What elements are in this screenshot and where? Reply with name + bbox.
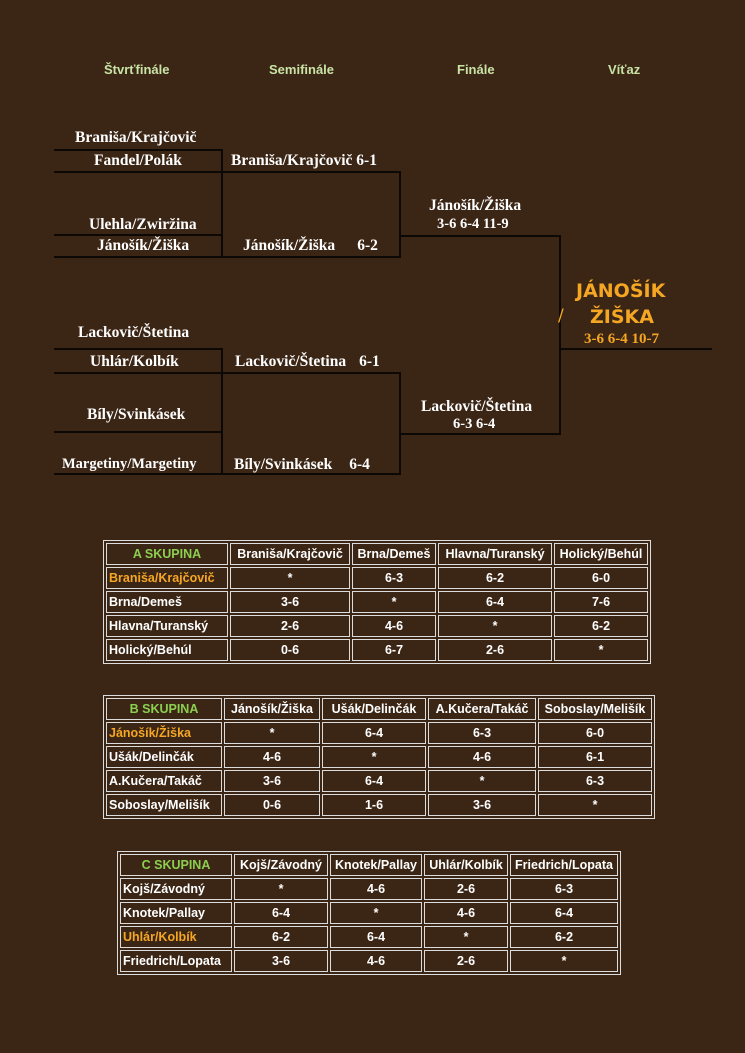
score-cell: 2-6 [424, 878, 508, 900]
header-semifinal: Semifinále [269, 62, 335, 77]
qf-team-6: Uhlár/Kolbík [90, 353, 179, 370]
score-cell: 6-1 [538, 746, 652, 768]
final-team-1: Jánošík/Žiška [429, 197, 522, 214]
score-cell: 4-6 [424, 902, 508, 924]
score-cell: 4-6 [352, 615, 436, 637]
score-cell: * [554, 639, 648, 661]
score-cell: 3-6 [428, 794, 536, 816]
score-cell: 6-0 [554, 567, 648, 589]
table-row [120, 854, 618, 876]
score-cell: 2-6 [230, 615, 350, 637]
score-cell: * [322, 746, 426, 768]
table-row [106, 722, 652, 744]
champion-line-1: JÁNOŠÍK [576, 280, 666, 302]
score-cell: 0-6 [230, 639, 350, 661]
table-row [120, 950, 618, 972]
score-cell: 0-6 [224, 794, 320, 816]
group-b-col-1: Jánošík/Žiška [224, 698, 320, 720]
score-cell: 6-2 [234, 926, 328, 948]
score-cell: 6-3 [428, 722, 536, 744]
final-score-1: 3-6 6-4 11-9 [437, 216, 509, 232]
table-row [120, 902, 618, 924]
table-row [106, 746, 652, 768]
table-row [106, 543, 648, 565]
champion-line-2: ŽIŠKA [590, 306, 654, 328]
sf-team-4: Bíly/Svinkásek 6-4 [234, 456, 370, 473]
group-b-table [103, 695, 655, 819]
qf-team-7: Bíly/Svinkásek [87, 406, 186, 423]
qf-team-5: Lackovič/Štetina [78, 324, 190, 341]
group-c-col-4: Friedrich/Lopata [510, 854, 618, 876]
sf-team-2: Jánošík/Žiška 6-2 [243, 237, 378, 254]
score-cell: 6-3 [352, 567, 436, 589]
score-cell: 6-2 [554, 615, 648, 637]
table-row [106, 794, 652, 816]
score-cell: 4-6 [428, 746, 536, 768]
score-cell: * [538, 794, 652, 816]
group-a-col-3: Hlavna/Turanský [438, 543, 552, 565]
group-c-col-1: Kojš/Závodný [234, 854, 328, 876]
score-cell: 2-6 [424, 950, 508, 972]
table-row [106, 615, 648, 637]
score-cell: 6-7 [352, 639, 436, 661]
score-cell: 3-6 [230, 591, 350, 613]
group-a-row-name: Holický/Behúl [106, 639, 228, 661]
group-a-row-name: Braniša/Krajčovič [106, 567, 228, 589]
group-c-row-name: Knotek/Pallay [120, 902, 232, 924]
qf-team-1: Braniša/Krajčovič [75, 129, 197, 146]
champion-score: 3-6 6-4 10-7 [584, 331, 659, 347]
score-cell: 7-6 [554, 591, 648, 613]
score-cell: 4-6 [330, 950, 422, 972]
score-cell: 6-4 [510, 902, 618, 924]
score-cell: 6-4 [330, 926, 422, 948]
table-row [120, 926, 618, 948]
score-cell: 6-4 [438, 591, 552, 613]
group-b-col-2: Ušák/Delinčák [322, 698, 426, 720]
score-cell: * [438, 615, 552, 637]
table-row [120, 878, 618, 900]
qf-team-2: Fandel/Polák [94, 152, 182, 169]
score-cell: * [352, 591, 436, 613]
score-cell: * [234, 878, 328, 900]
table-row [106, 591, 648, 613]
sf-team-3: Lackovič/Štetina 6-1 [235, 353, 380, 370]
group-b-row-name: Soboslay/Melišík [106, 794, 222, 816]
group-a-row-name: Brna/Demeš [106, 591, 228, 613]
group-c-title: C SKUPINA [120, 854, 232, 876]
group-b-row-name: Ušák/Delinčák [106, 746, 222, 768]
score-cell: * [224, 722, 320, 744]
score-cell: * [510, 950, 618, 972]
header-final: Finále [457, 62, 495, 77]
group-c-row-name: Kojš/Závodný [120, 878, 232, 900]
group-a-col-4: Holický/Behúl [554, 543, 648, 565]
score-cell: 6-3 [510, 878, 618, 900]
score-cell: * [428, 770, 536, 792]
group-b-col-4: Soboslay/Melišík [538, 698, 652, 720]
group-c-table [117, 851, 621, 975]
score-cell: 6-3 [538, 770, 652, 792]
score-cell: 6-2 [510, 926, 618, 948]
group-b-title: B SKUPINA [106, 698, 222, 720]
score-cell: 1-6 [322, 794, 426, 816]
group-a-col-2: Brna/Demeš [352, 543, 436, 565]
table-row [106, 770, 652, 792]
group-a-col-1: Braniša/Krajčovič [230, 543, 350, 565]
group-c-col-2: Knotek/Pallay [330, 854, 422, 876]
group-a-table [103, 540, 651, 664]
header-winner: Víťaz [608, 62, 641, 77]
group-b-row-name: Jánošík/Žiška [106, 722, 222, 744]
sf-team-1: Braniša/Krajčovič 6-1 [231, 152, 377, 169]
score-cell: * [424, 926, 508, 948]
final-score-2: 6-3 6-4 [453, 416, 496, 432]
table-row [106, 639, 648, 661]
group-a-row-name: Hlavna/Turanský [106, 615, 228, 637]
table-row [106, 567, 648, 589]
group-c-col-3: Uhlár/Kolbík [424, 854, 508, 876]
champion-slash: / [558, 306, 564, 326]
group-b-row-name: A.Kučera/Takáč [106, 770, 222, 792]
qf-team-8: Margetiny/Margetiny [62, 456, 197, 472]
score-cell: 6-2 [438, 567, 552, 589]
score-cell: 3-6 [234, 950, 328, 972]
score-cell: 6-0 [538, 722, 652, 744]
group-c-row-name: Friedrich/Lopata [120, 950, 232, 972]
score-cell: 6-4 [234, 902, 328, 924]
score-cell: * [230, 567, 350, 589]
score-cell: 4-6 [224, 746, 320, 768]
score-cell: 3-6 [224, 770, 320, 792]
score-cell: 6-4 [322, 722, 426, 744]
group-b-col-3: A.Kučera/Takáč [428, 698, 536, 720]
group-c-row-name: Uhlár/Kolbík [120, 926, 232, 948]
qf-team-3: Ulehla/Zwiržina [89, 216, 197, 233]
qf-team-4: Jánošík/Žiška [97, 237, 190, 254]
score-cell: 4-6 [330, 878, 422, 900]
table-row [106, 698, 652, 720]
group-a-title: A SKUPINA [106, 543, 228, 565]
score-cell: * [330, 902, 422, 924]
header-quarterfinal: Štvrťfinále [104, 62, 170, 77]
score-cell: 2-6 [438, 639, 552, 661]
score-cell: 6-4 [322, 770, 426, 792]
final-team-2: Lackovič/Štetina [421, 398, 533, 415]
